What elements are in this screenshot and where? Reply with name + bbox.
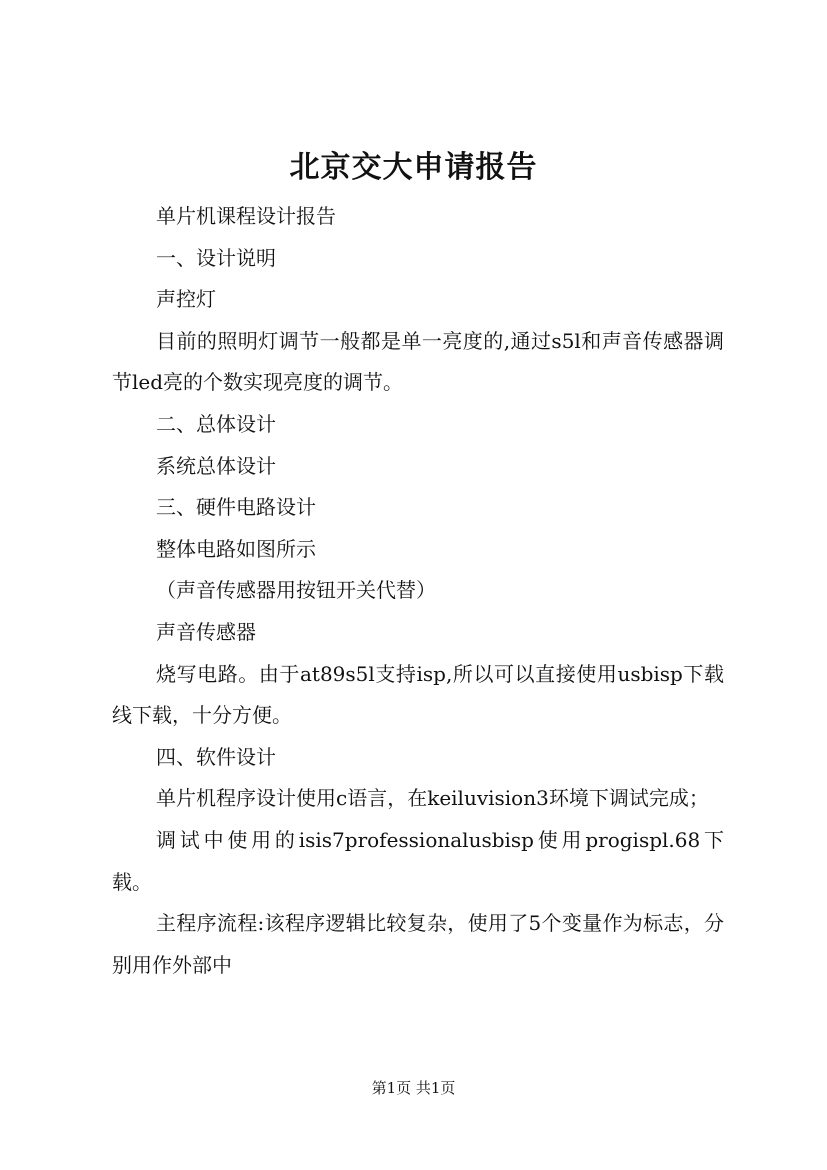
section-heading-hardware-design: 三、硬件电路设计 xyxy=(156,495,316,520)
section-heading-design-description: 一、设计说明 xyxy=(156,245,276,270)
paragraph-sensor-note: （声音传感器用按钮开关代替） xyxy=(156,578,436,603)
paragraph-voice-light: 声控灯 xyxy=(156,287,216,312)
page-number-footer: 第1页 共1页 xyxy=(371,1079,456,1097)
paragraph-system-overall: 系统总体设计 xyxy=(156,453,276,478)
paragraph-course-report-title: 单片机课程设计报告 xyxy=(156,204,336,228)
paragraph-c-language: 单片机程序设计使用c语言，在keiluvision3环境下调试完成； xyxy=(156,786,709,811)
paragraph-sound-sensor: 声音传感器 xyxy=(156,619,256,644)
paragraph-programming-circuit: 烧写电路。由于at89s5l支持isp,所以可以直接使用usbisp下载线下载，十分方便。 xyxy=(112,661,724,728)
section-heading-overall-design: 二、总体设计 xyxy=(156,411,276,436)
paragraph-lighting-intro: 目前的照明灯调节一般都是单一亮度的,通过s5l和声音传感器调节led亮的个数实现亮度的调节。 xyxy=(112,328,724,395)
paragraph-debug-tools: 调试中使用的isis7professionalusbisp使用progispl.68下载。 xyxy=(112,827,724,894)
document-title: 北京交大申请报告 xyxy=(289,150,538,185)
document-body xyxy=(112,196,724,986)
paragraph-circuit-figure: 整体电路如图所示 xyxy=(156,536,316,561)
paragraph-main-flow: 主程序流程:该程序逻辑比较复杂，使用了5个变量作为标志，分别用作外部中 xyxy=(112,911,724,977)
section-heading-software-design: 四、软件设计 xyxy=(156,744,276,769)
